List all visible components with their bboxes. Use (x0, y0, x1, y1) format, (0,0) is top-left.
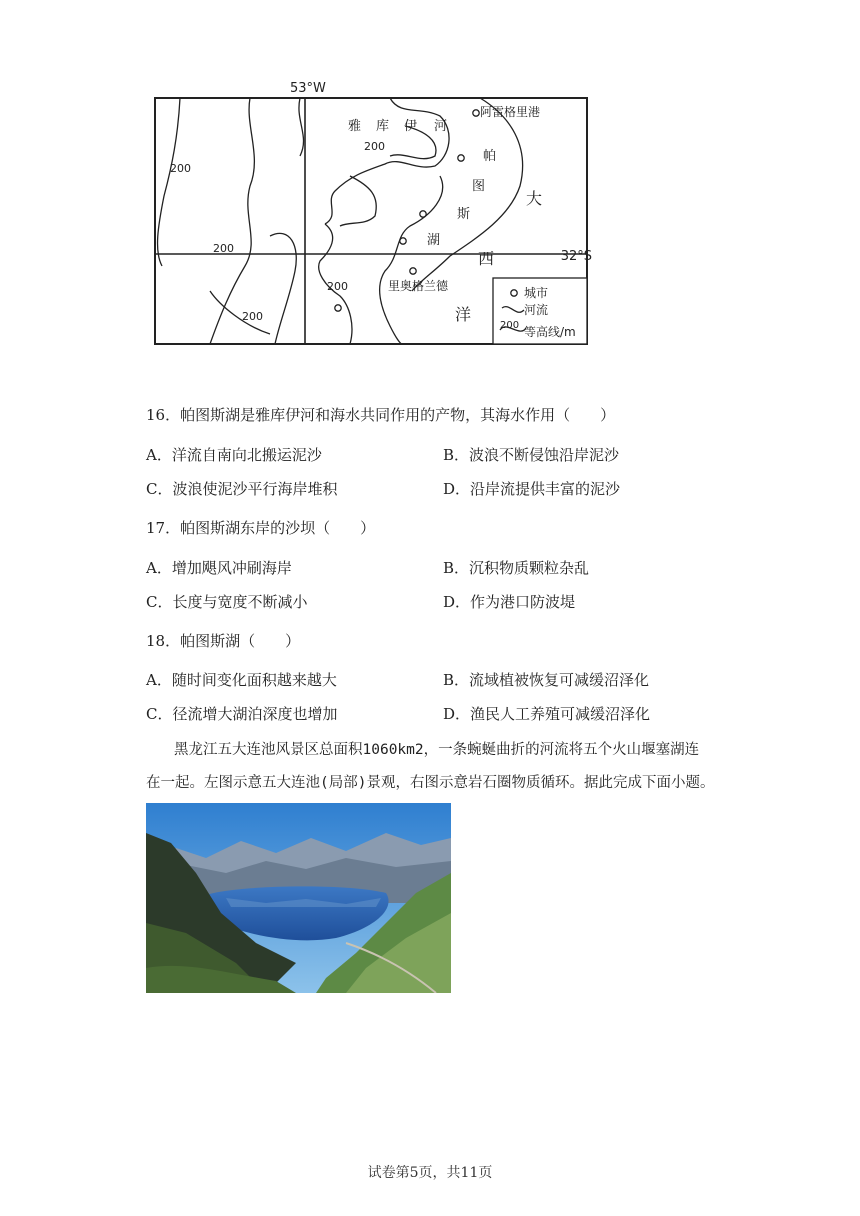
legend-river-label: 河流 (524, 303, 549, 317)
question-number: 17． (146, 519, 181, 537)
contour-label: 200 (327, 280, 348, 293)
option-letter: B． (443, 446, 470, 464)
legend-city-label: 城市 (524, 286, 549, 300)
option-18-d[interactable] (443, 703, 650, 724)
legend-contour-label: 等高线/m (524, 325, 576, 339)
wudalianchi-landscape-photo (146, 803, 451, 993)
option-text: 洋流自南向北搬运泥沙 (171, 446, 322, 464)
river-name-char: 库 (376, 119, 390, 134)
passage-line-2: 在一起。左图示意五大连池(局部)景观，右图示意岩石圈物质循环。据此完成下面小题。 (146, 775, 715, 791)
ocean-name-char: 西 (478, 249, 495, 268)
option-text: 作为港口防波堤 (470, 593, 576, 611)
option-letter: D． (443, 705, 471, 723)
option-text: 增加飓风冲刷海岸 (171, 559, 292, 577)
option-text: 流域植被恢复可减缓沼泽化 (469, 671, 650, 689)
page-footer: 试卷第5页，共11页 (367, 1165, 493, 1181)
contour-label: 200 (242, 310, 263, 323)
option-16-d[interactable] (443, 478, 620, 499)
question-17 (146, 517, 375, 538)
city-label-rio-grande: 里奥格兰德 (388, 279, 449, 293)
option-17-a[interactable] (146, 557, 292, 578)
legend-contour-sample: 200 (500, 320, 520, 331)
option-16-a[interactable] (146, 444, 322, 465)
option-letter: A． (146, 559, 172, 577)
question-text: 帕图斯湖（ ） (180, 632, 301, 650)
lake-name-char: 湖 (427, 233, 441, 248)
question-number: 18． (146, 632, 181, 650)
option-18-a[interactable] (146, 669, 337, 690)
option-letter: D． (443, 480, 471, 498)
option-17-d[interactable] (443, 591, 575, 612)
option-text: 沿岸流提供丰富的泥沙 (470, 480, 621, 498)
option-text: 长度与宽度不断减小 (172, 593, 308, 611)
option-letter: B． (443, 671, 470, 689)
option-letter: C． (146, 593, 173, 611)
river-name-char: 河 (434, 119, 448, 134)
option-17-b[interactable] (443, 557, 589, 578)
option-text: 径流增大湖泊深度也增加 (172, 705, 338, 723)
question-number: 16． (146, 406, 181, 424)
question-16 (146, 404, 615, 425)
contour-label: 200 (170, 162, 191, 175)
option-18-c[interactable] (146, 703, 338, 724)
option-letter: B． (443, 559, 470, 577)
map-legend (493, 278, 587, 344)
contour-label: 200 (213, 242, 234, 255)
option-letter: C． (146, 480, 173, 498)
option-text: 沉积物质颗粒杂乱 (469, 559, 590, 577)
legend-city-icon (511, 290, 517, 296)
ocean-name-char: 大 (526, 189, 543, 208)
question-text: 帕图斯湖东岸的沙坝（ ） (180, 519, 376, 537)
option-18-b[interactable] (443, 669, 649, 690)
river-name-char: 伊 (404, 119, 418, 134)
contour-label: 200 (364, 140, 385, 153)
patos-lagoon-map (150, 76, 595, 348)
question-text: 帕图斯湖是雅库伊河和海水共同作用的产物，其海水作用（ ） (180, 406, 616, 424)
option-letter: D． (443, 593, 471, 611)
lake-name-char: 帕 (483, 149, 497, 164)
option-letter: A． (146, 671, 172, 689)
option-letter: A． (146, 446, 172, 464)
ocean-name-char: 洋 (455, 305, 472, 324)
lake-name-char: 图 (472, 179, 486, 194)
option-17-c[interactable] (146, 591, 308, 612)
option-16-c[interactable] (146, 478, 338, 499)
option-text: 渔民人工养殖可减缓沼泽化 (470, 705, 651, 723)
option-letter: C． (146, 705, 173, 723)
option-text: 波浪使泥沙平行海岸堆积 (172, 480, 338, 498)
city-label-porto-alegre: 阿雷格里港 (480, 105, 541, 119)
latitude-label: 32°S (560, 249, 592, 264)
longitude-label: 53°W (290, 81, 326, 96)
option-text: 波浪不断侵蚀沿岸泥沙 (469, 446, 620, 464)
lake-name-char: 斯 (457, 207, 471, 222)
river-name-char: 雅 (348, 119, 362, 134)
option-16-b[interactable] (443, 444, 619, 465)
option-text: 随时间变化面积越来越大 (171, 671, 337, 689)
question-18 (146, 630, 300, 651)
passage-line-1: 黑龙江五大连池风景区总面积1060km2，一条蜿蜒曲折的河流将五个火山堰塞湖连 (174, 742, 700, 758)
